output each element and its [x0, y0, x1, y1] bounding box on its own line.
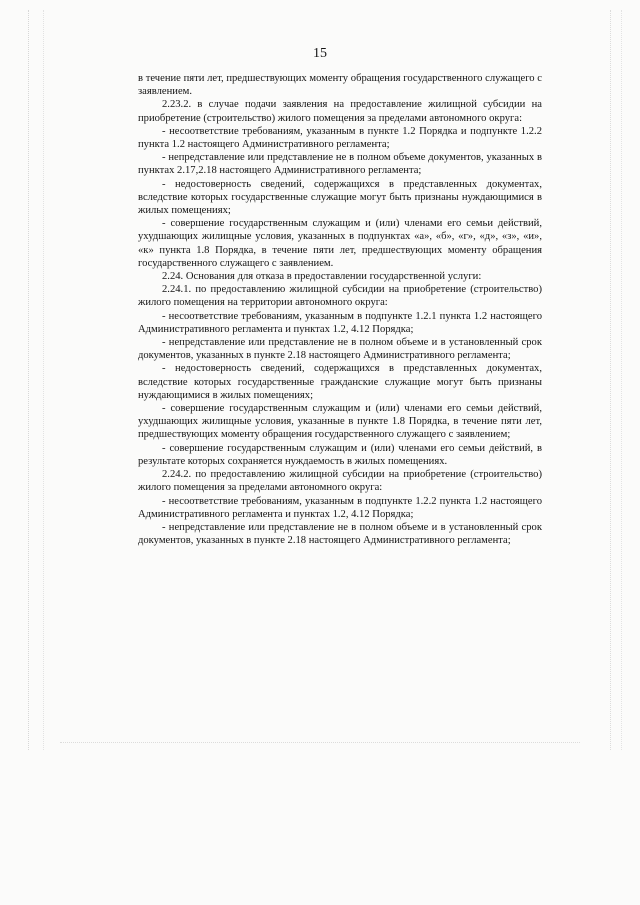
- scan-edge-right: [610, 10, 622, 750]
- paragraph: - несоответствие требованиям, указанным в подпункте 1.2.1 пункта 1.2 настоящего Административного регламента и пунктах 1.2, 4.12 Порядка;: [138, 310, 542, 335]
- paragraph: 2.23.2. в случае подачи заявления на предоставление жилищной субсидии на приобретение (строительство) жилого помещения за пределами автономного округа:: [138, 99, 542, 124]
- page-number: 15: [313, 46, 327, 61]
- paragraph: - совершение государственным служащим и (или) членами его семьи действий, ухудшающих жилищные условия, указанных в подпунктах «а», «б», «г», «д», «з», «и», «к» пункта 1.8 Порядка, в течение пяти лет, предшествующих моменту обращения государственного служащего с заявлением.: [138, 218, 542, 269]
- scan-bottom-artifact: [60, 742, 580, 747]
- paragraph: - несоответствие требованиям, указанным в пункте 1.2 Порядка и подпункте 1.2.2 пункта 1.2 настоящего Административного регламента;: [138, 125, 542, 151]
- paragraph: 2.24. Основания для отказа в предоставлении государственной услуги:: [162, 271, 482, 283]
- paragraph: - непредставление или представление не в полном объеме и в установленный срок документов, указанных в пункте 2.18 настоящего Административного регламента;: [138, 521, 542, 547]
- paragraph: - недостоверность сведений, содержащихся в представленных документах, вследствие которых государственные гражданские служащие могут быть признаны нуждающимися в жилых помещениях;: [138, 363, 542, 401]
- paragraph: - несоответствие требованиям, указанным в подпункте 1.2.2 пункта 1.2 настоящего Административного регламента и пунктах 1.2, 4.12 Порядка;: [138, 495, 542, 520]
- paragraph: - непредставление или представление не в полном объеме документов, указанных в пунктах 2.17,2.18 настоящего Административного регламента;: [138, 152, 542, 177]
- scan-edge-left: [28, 10, 44, 750]
- paragraph: - совершение государственным служащим и (или) членами его семьи действий, ухудшающих жилищные условия, указанные в пункте 1.8 Порядка, в течение пяти лет, предшествующих моменту обращения государственного служащего с заявлением;: [138, 403, 542, 441]
- paragraph: 2.24.2. по предоставлению жилищной субсидии на приобретение (строительство) жилого помещения за пределами автономного округа:: [138, 469, 542, 494]
- document-body: [138, 72, 542, 547]
- paragraph: - недостоверность сведений, содержащихся в представленных документах, вследствие которых государственные служащие могут быть признаны нуждающимися в жилых помещениях;: [138, 178, 542, 217]
- paragraph: - непредставление или представление не в полном объеме и в установленный срок документов, указанных в пункте 2.18 настоящего Административного регламента;: [138, 337, 542, 362]
- paragraph: - совершение государственным служащим и (или) членами его семьи действий, в результате которых сохраняется нуждаемость в жилых помещениях.: [138, 442, 542, 467]
- paragraph: в течение пяти лет, предшествующих моменту обращения государственного служащего с заявлением.: [138, 73, 542, 98]
- paragraph: 2.24.1. по предоставлению жилищной субсидии на приобретение (строительство) жилого помещения на территории автономного округа:: [138, 284, 542, 309]
